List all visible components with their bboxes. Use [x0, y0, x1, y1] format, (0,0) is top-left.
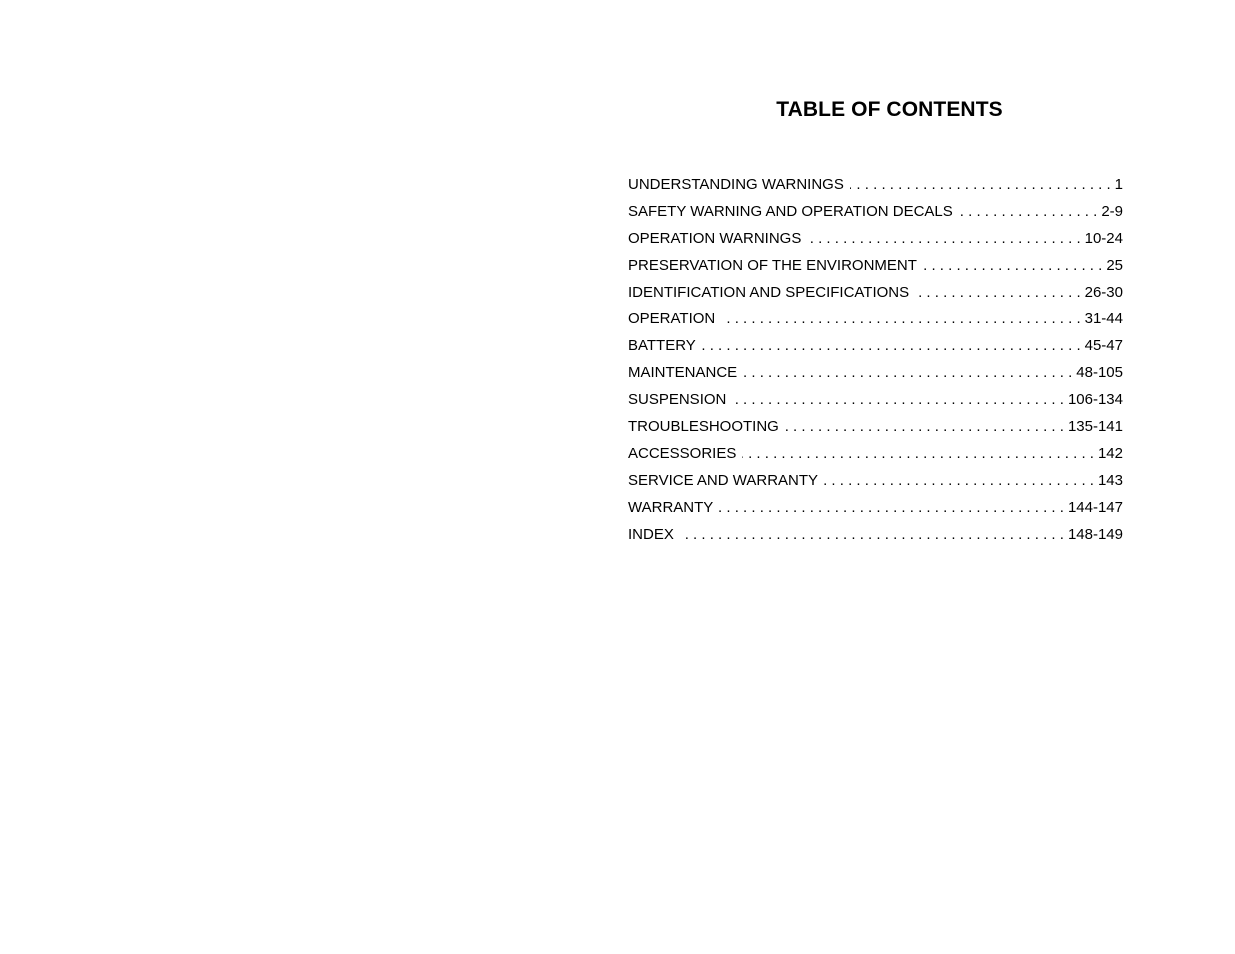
toc-entry-page: 45-47: [1084, 337, 1123, 355]
toc-entry-label: BATTERY: [628, 337, 696, 355]
dot-leader: [850, 172, 1111, 198]
toc-entry-label: SERVICE AND WARRANTY: [628, 471, 819, 489]
dot-leader: [702, 333, 1081, 359]
dot-leader: [732, 387, 1064, 413]
toc-entry-identification-specifications[interactable]: [628, 280, 1123, 307]
dot-leader: [959, 199, 1098, 225]
toc-entry-operation[interactable]: [628, 306, 1123, 333]
toc-entry-page: 144-147: [1067, 498, 1123, 516]
toc-entry-page: 31-44: [1084, 310, 1123, 328]
toc-entry-page: 106-134: [1067, 391, 1123, 409]
toc-entry-page: 148-149: [1067, 525, 1123, 543]
toc-entry-label: PRESERVATION OF THE ENVIRONMENT: [628, 256, 917, 274]
dot-leader: [915, 280, 1080, 306]
toc-entry-troubleshooting[interactable]: [628, 414, 1123, 441]
dot-leader: [742, 441, 1094, 467]
toc-entry-label: TROUBLESHOOTING: [628, 418, 779, 436]
toc-entry-page: 26-30: [1084, 283, 1123, 301]
toc-entry-understanding-warnings[interactable]: [628, 172, 1123, 199]
dot-leader: [785, 414, 1064, 440]
toc-entry-page: 48-105: [1076, 364, 1123, 382]
toc-entry-label: SUSPENSION: [628, 391, 727, 409]
dot-leader: [680, 522, 1064, 548]
table-of-contents: [628, 172, 1123, 548]
toc-entry-safety-warning-decals[interactable]: [628, 199, 1123, 226]
toc-entry-page: 135-141: [1067, 418, 1123, 436]
toc-entry-label: OPERATION: [628, 310, 716, 328]
toc-entry-page: 142: [1097, 444, 1123, 462]
toc-entry-page: 10-24: [1084, 229, 1123, 247]
toc-entry-label: IDENTIFICATION AND SPECIFICATIONS: [628, 283, 910, 301]
toc-entry-accessories[interactable]: [628, 441, 1123, 468]
toc-entry-label: OPERATION WARNINGS: [628, 229, 802, 247]
dot-leader: [721, 306, 1080, 332]
dot-leader: [807, 226, 1080, 252]
toc-entry-label: INDEX: [628, 525, 674, 543]
toc-entry-maintenance[interactable]: [628, 360, 1123, 387]
toc-entry-label: UNDERSTANDING WARNINGS: [628, 176, 844, 193]
toc-entry-page: 2-9: [1101, 202, 1123, 220]
toc-entry-label: MAINTENANCE: [628, 364, 738, 382]
toc-entry-page: 143: [1097, 471, 1123, 489]
toc-entry-suspension[interactable]: [628, 387, 1123, 414]
dot-leader: [824, 468, 1094, 494]
dot-leader: [719, 495, 1064, 521]
toc-entry-label: SAFETY WARNING AND OPERATION DECALS: [628, 202, 953, 220]
dot-leader: [743, 360, 1072, 386]
toc-entry-operation-warnings[interactable]: [628, 226, 1123, 253]
toc-entry-warranty[interactable]: [628, 495, 1123, 522]
toc-entry-label: ACCESSORIES: [628, 444, 737, 462]
toc-entry-battery[interactable]: [628, 333, 1123, 360]
toc-entry-label: WARRANTY: [628, 498, 714, 516]
toc-entry-service-warranty[interactable]: [628, 468, 1123, 495]
toc-entry-page: 25: [1106, 256, 1123, 274]
toc-entry-index[interactable]: [628, 522, 1123, 549]
toc-entry-page: 1: [1114, 176, 1123, 193]
dot-leader: [923, 253, 1102, 279]
toc-entry-preservation-environment[interactable]: [628, 253, 1123, 280]
page-title: TABLE OF CONTENTS: [776, 98, 1003, 121]
